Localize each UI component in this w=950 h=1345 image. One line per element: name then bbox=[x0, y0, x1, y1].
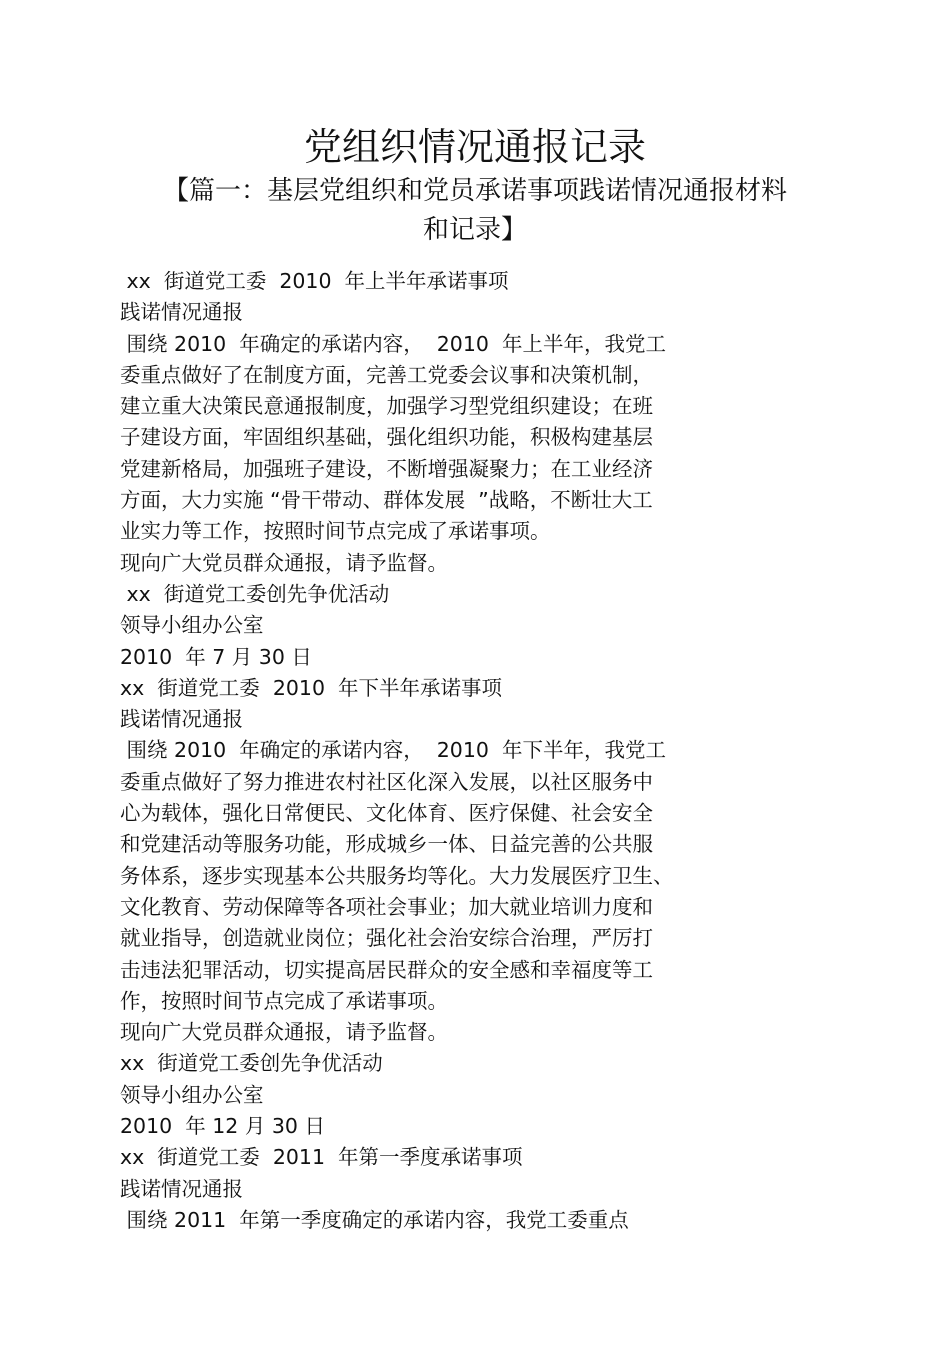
body-line: 围绕 2010 年确定的承诺内容， 2010 年上半年，我党工 bbox=[120, 331, 666, 356]
body-line: 领导小组办公室 bbox=[120, 613, 264, 638]
body-line: 就业指导，创造就业岗位；强化社会治安综合治理，严厉打 bbox=[120, 926, 653, 951]
body-line: 现向广大党员群众通报，请予监督。 bbox=[120, 1020, 448, 1045]
body-line: xx 街道党工委 2011 年第一季度承诺事项 bbox=[120, 1145, 523, 1170]
body-line: xx 街道党工委创先争优活动 bbox=[120, 581, 390, 606]
body-line: 业实力等工作，按照时间节点完成了承诺事项。 bbox=[120, 519, 551, 544]
body-line: 心为载体，强化日常便民、文化体育、医疗保健、社会安全 bbox=[120, 801, 653, 826]
body-line: 2010 年 7 月 30 日 bbox=[120, 644, 312, 669]
body-line: 方面，大力实施 “骨干带动、群体发展 ”战略，不断壮大工 bbox=[120, 488, 653, 513]
body-line: 和党建活动等服务功能，形成城乡一体、日益完善的公共服 bbox=[120, 832, 653, 857]
body-line: 围绕 2010 年确定的承诺内容， 2010 年下半年，我党工 bbox=[120, 738, 666, 763]
body-line: 子建设方面，牢固组织基础，强化组织功能，积极构建基层 bbox=[120, 425, 653, 450]
body-line: 党建新格局，加强班子建设，不断增强凝聚力；在工业经济 bbox=[120, 456, 653, 481]
body-line: 文化教育、劳动保障等各项社会事业；加大就业培训力度和 bbox=[120, 894, 653, 919]
body-line: xx 街道党工委创先争优活动 bbox=[120, 1051, 383, 1076]
body-line: 击违法犯罪活动，切实提高居民群众的安全感和幸福度等工 bbox=[120, 957, 653, 982]
body-line: 2010 年 12 月 30 日 bbox=[120, 1114, 325, 1139]
subtitle-line-1: 【篇一：基层党组织和党员承诺事项践诺情况通报材料 bbox=[162, 176, 787, 206]
body-line: 委重点做好了努力推进农村社区化深入发展，以社区服务中 bbox=[120, 769, 653, 794]
body-line: 委重点做好了在制度方面，完善工党委会议事和决策机制， bbox=[120, 362, 653, 387]
subtitle-line-2: 和记录】 bbox=[422, 215, 527, 245]
body-line: 领导小组办公室 bbox=[120, 1082, 264, 1107]
body-line: 围绕 2011 年第一季度确定的承诺内容，我党工委重点 bbox=[120, 1207, 629, 1232]
body-line: 现向广大党员群众通报，请予监督。 bbox=[120, 550, 448, 575]
body-line: 践诺情况通报 bbox=[120, 300, 243, 325]
document-title: 党组织情况通报记录 bbox=[303, 125, 646, 169]
body-line: 作，按照时间节点完成了承诺事项。 bbox=[120, 988, 448, 1013]
body-line: 务体系，逐步实现基本公共服务均等化。大力发展医疗卫生、 bbox=[120, 863, 674, 888]
document-body bbox=[120, 266, 840, 1236]
body-line: 践诺情况通报 bbox=[120, 1176, 243, 1201]
body-line: 践诺情况通报 bbox=[120, 707, 243, 732]
body-line: 建立重大决策民意通报制度，加强学习型党组织建设；在班 bbox=[120, 394, 653, 419]
body-line: xx 街道党工委 2010 年下半年承诺事项 bbox=[120, 675, 503, 700]
body-line: xx 街道党工委 2010 年上半年承诺事项 bbox=[120, 269, 509, 293]
